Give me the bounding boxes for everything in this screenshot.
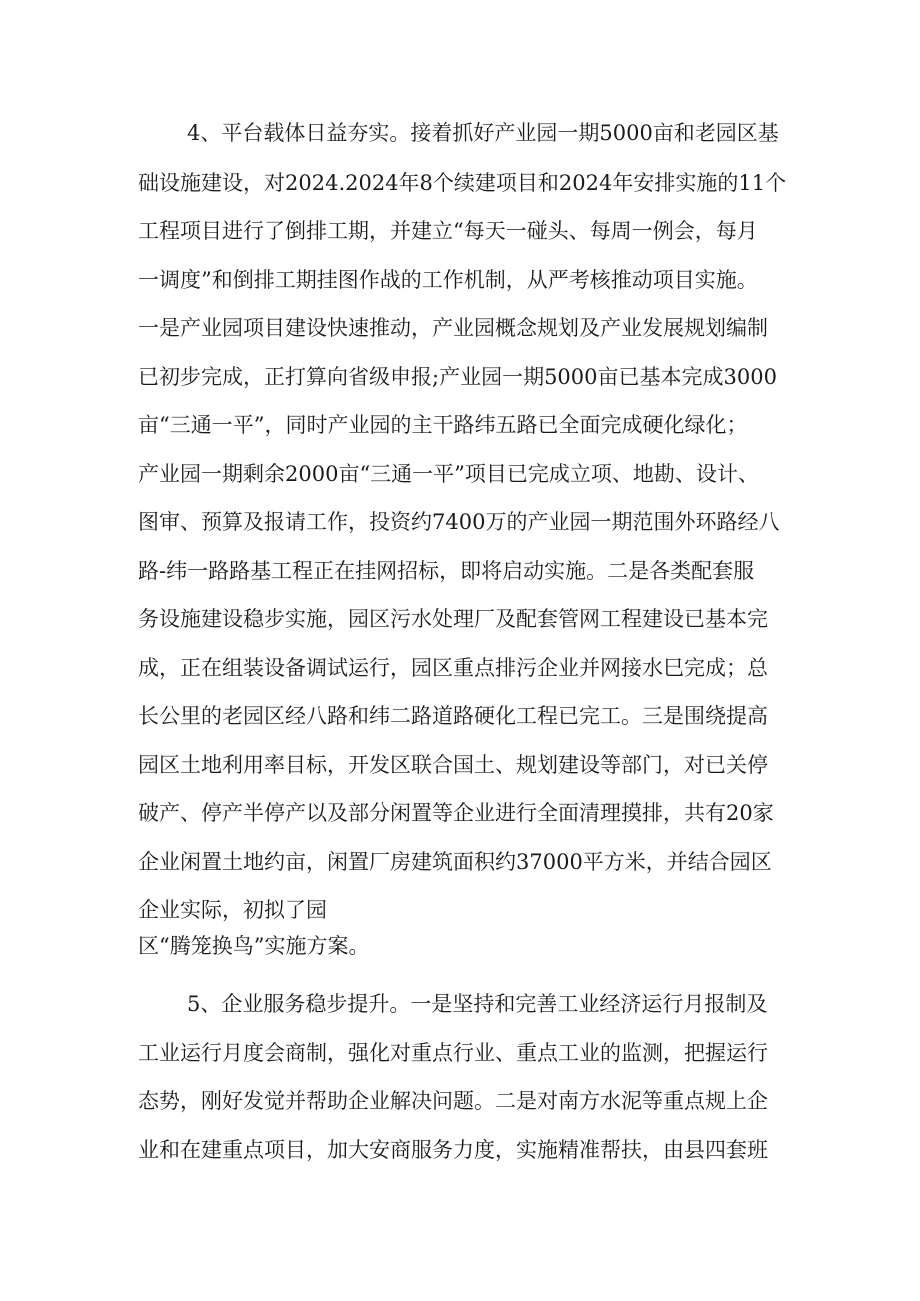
para-5-line-2: 工业运行月度会商制，强化对重点行业、重点工业的监测，把握运行 — [138, 1041, 768, 1065]
para-5-line-1: 5、企业服务稳步提升。一是坚持和完善工业经济运行月报制及 — [187, 992, 768, 1016]
para-4-line-14: 园区土地利用率目标，开发区联合国土、规划建设等部门，对已关停 — [138, 753, 768, 777]
para-4-line-5: 一是产业园项目建设快速推动，产业园概念规划及产业发展规划编制 — [138, 316, 768, 340]
para-4-line-13: 长公里的老园区经八路和纬二路道路硬化工程已完工。三是围绕提高 — [138, 704, 768, 728]
para-4-line-7: 亩“三通一平”，同时产业园的主干路纬五路已全面完成硬化绿化； — [138, 413, 748, 437]
para-4-line-16: 企业闲置土地约亩，闲置厂房建筑面积约37000平方米，并结合园区 — [138, 850, 772, 874]
para-4-line-4: 一调度”和倒排工期挂图作战的工作机制，从严考核推动项目实施。 — [138, 268, 758, 292]
para-4-line-6: 已初步完成，正打算向省级申报;产业园一期5000亩已基本完成3000 — [138, 365, 777, 389]
para-4-line-11: 务设施建设稳步实施，园区污水处理厂及配套管网工程建设已基本完 — [138, 607, 768, 631]
para-4-line-12: 成，正在组装设备调试运行，园区重点排污企业并网接水巳完成；总 — [138, 656, 768, 680]
para-4-line-17: 企业实际，初拟了园 — [138, 898, 327, 922]
para-4-line-1: 4、平台载体日益夯实。接着抓好产业园一期5000亩和老园区基 — [187, 121, 779, 145]
para-4-line-9: 图审、预算及报请工作，投资约7400万的产业园一期范围外环路经八 — [138, 510, 780, 534]
para-4-line-3: 工程项目进行了倒排工期，并建立“每天一碰头、每周一例会，每月 — [138, 219, 758, 243]
para-4-line-2: 础设施建设，对2024.2024年8个续建项目和2024年安排实施的11个 — [138, 171, 787, 195]
para-4-line-10: 路-纬一路路基工程正在挂网招标，即将启动实施。二是各类配套服 — [138, 559, 755, 583]
para-4-line-15: 破产、停产半停产以及部分闲置等企业进行全面清理摸排，共有20家 — [138, 801, 774, 825]
para-4-line-18: 区“腾笼换鸟”实施方案。 — [138, 934, 370, 958]
para-4-line-8: 产业园一期剩余2000亩“三通一平”项目已完成立项、地勘、设计、 — [138, 462, 759, 486]
para-5-line-3: 态势，刚好发觉并帮助企业解决问题。二是对南方水泥等重点规上企 — [138, 1089, 768, 1113]
para-5-line-4: 业和在建重点项目，加大安商服务力度，实施精准帮扶，由县四套班 — [138, 1138, 768, 1162]
